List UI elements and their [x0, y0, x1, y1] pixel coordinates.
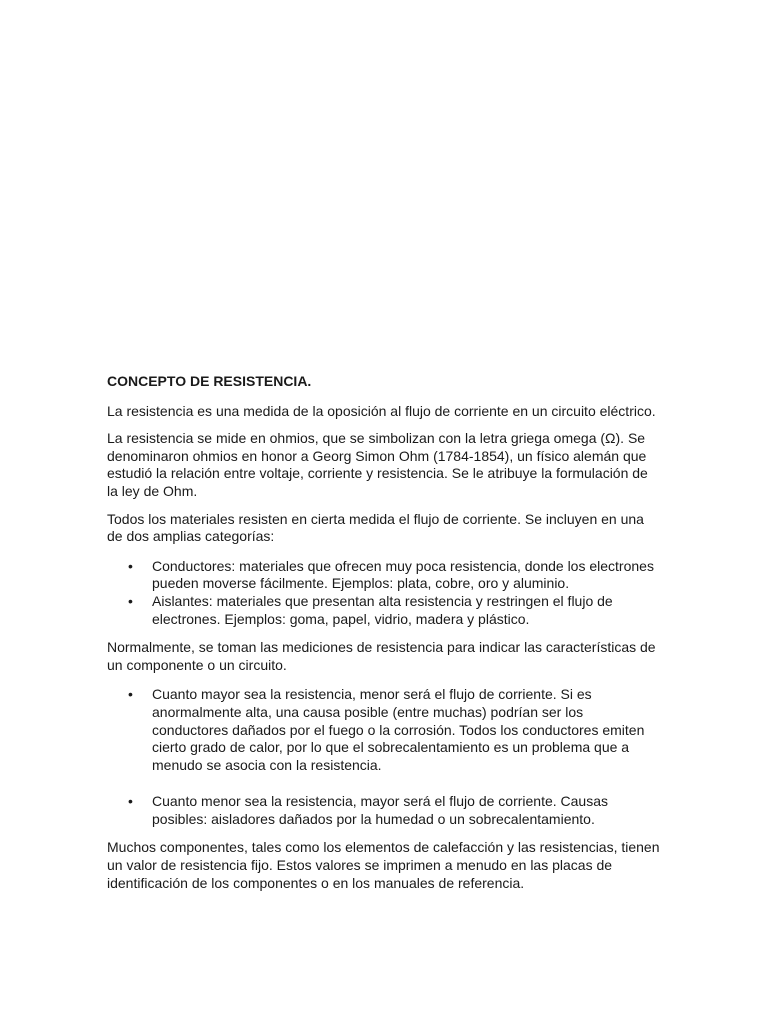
list-item [107, 686, 662, 774]
paragraph-measurements: Normalmente, se toman las mediciones de resistencia para indicar las características de un componente o un circuito. [107, 639, 656, 673]
document-body [107, 373, 662, 902]
paragraph-ohms: La resistencia se mide en ohmios, que se simbolizan con la letra griega omega (Ω). Se denominaron ohmios en honor a Georg Simon Ohm (1784-1854), un físico alemán que estudió la relación entre voltaje, corriente y resistencia. Se le atribuye la formulación de la ley de Ohm. [107, 430, 648, 499]
document-title: CONCEPTO DE RESISTENCIA. [107, 373, 312, 389]
list-item [107, 593, 662, 628]
bullet-icon: • [128, 592, 133, 609]
list-item-text: Aislantes: materiales que presentan alta resistencia y restringen el flujo de electrones. Ejemplos: goma, papel, vidrio, madera y plástico. [152, 592, 613, 627]
list-item [107, 793, 662, 828]
list-item [107, 558, 662, 593]
paragraph-materials: Todos los materiales resisten en cierta medida el flujo de corriente. Se incluyen en una de dos amplias categorías: [107, 510, 644, 545]
bullet-icon: • [128, 686, 133, 703]
list-item-text: Conductores: materiales que ofrecen muy poca resistencia, donde los electrones pueden moverse fácilmente. Ejemplos: plata, cobre, oro y aluminio. [152, 557, 654, 592]
paragraph-fixed-values: Muchos componentes, tales como los elementos de calefacción y las resistencias, tienen un valor de resistencia fijo. Estos valores se imprimen a menudo en las placas de identificación de los componentes o en los manuales de referencia. [107, 839, 660, 891]
bullet-icon: • [128, 793, 133, 810]
list-item-text: Cuanto mayor sea la resistencia, menor será el flujo de corriente. Si es anormalmente alta, una causa posible (entre muchas) podrían ser los conductores dañados por el fuego o la corrosión. Todos los conductores emiten cierto grado de calor, por lo que el sobrecalentamiento es un problema que a menudo se asocia con la resistencia. [152, 686, 645, 773]
resistance-effects-list [107, 686, 662, 828]
materials-list [107, 558, 662, 628]
bullet-icon: • [128, 557, 133, 574]
list-item-text: Cuanto menor sea la resistencia, mayor será el flujo de corriente. Causas posibles: aisladores dañados por la humedad o un sobrecalentamiento. [152, 793, 608, 827]
paragraph-definition: La resistencia es una medida de la oposición al flujo de corriente en un circuito eléctrico. [107, 402, 656, 419]
